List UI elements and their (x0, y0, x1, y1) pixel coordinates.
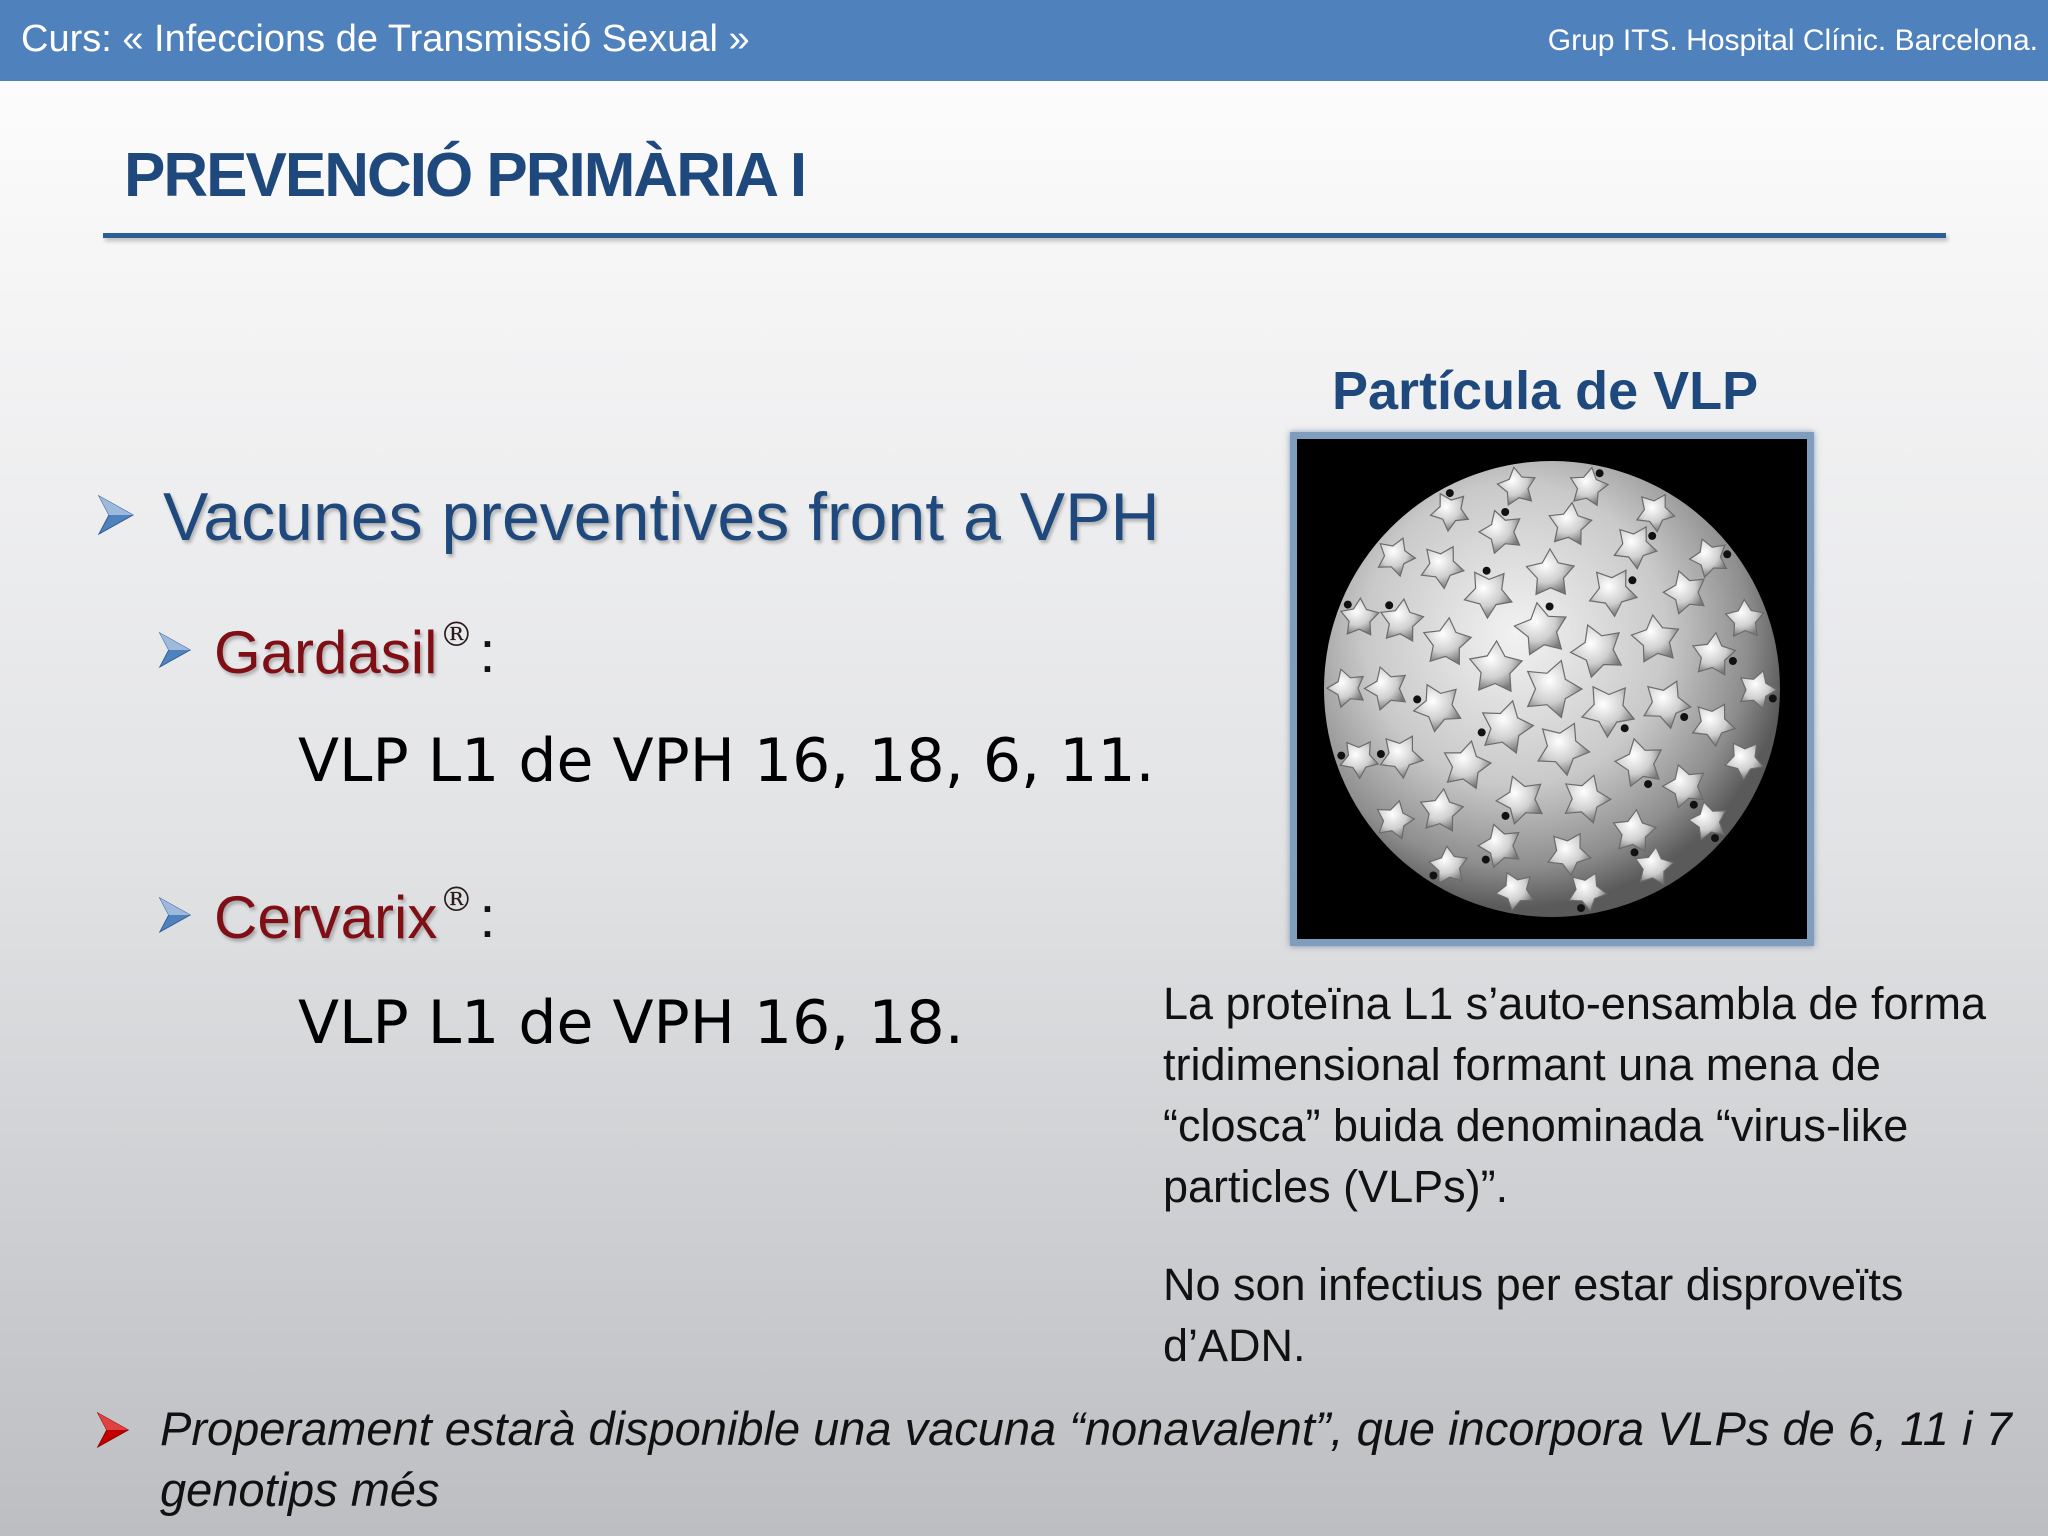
slide-title: PREVENCIÓ PRIMÀRIA I (124, 141, 806, 210)
vlp-description: La proteïna L1 s’auto-ensambla de forma tridimensional formant una mena de “closca” buida denominada “virus-like particles (VLPs)”. (1163, 978, 1987, 1212)
main-bullet-text: Vacunes preventives front a VPH (163, 479, 1160, 555)
vaccine-name: Cervarix® (214, 880, 474, 951)
red-arrow-bullet-icon (96, 1410, 130, 1455)
arrow-bullet-icon (97, 494, 135, 541)
title-underline (103, 233, 1946, 238)
group-name: Grup ITS. Hospital Clínic. Barcelona. (1547, 24, 2038, 57)
vaccine-colon: : (479, 885, 496, 950)
vaccine-detail: VLP L1 de VPH 16, 18. (298, 988, 964, 1058)
vaccine-colon: : (479, 620, 496, 685)
arrow-bullet-icon (158, 896, 192, 939)
vlp-particle-image (1290, 432, 1814, 946)
header-bar (0, 0, 2048, 81)
nonavalent-note (96, 1398, 2040, 1520)
main-bullet (97, 478, 1160, 556)
vaccine-name: Gardasil® (214, 615, 474, 686)
image-caption: Partícula de VLP (1332, 361, 1759, 421)
registered-mark: ® (439, 615, 474, 655)
vlp-noninfectious-note: No son infectius per estar disproveïts d’ADN. (1163, 1259, 1904, 1371)
arrow-bullet-icon (158, 631, 192, 674)
registered-mark: ® (439, 880, 474, 920)
vaccine-item-cervarix (158, 880, 496, 952)
vaccine-item-gardasil (158, 615, 496, 687)
course-title: Curs: « Infeccions de Transmissió Sexual » (21, 18, 750, 60)
nonavalent-note-text: Properament estarà disponible una vacuna “nonavalent”, que incorpora VLPs de 6, 11 i 7 genotips més (160, 1402, 2012, 1516)
vaccine-detail: VLP L1 de VPH 16, 18, 6, 11. (298, 726, 1155, 796)
